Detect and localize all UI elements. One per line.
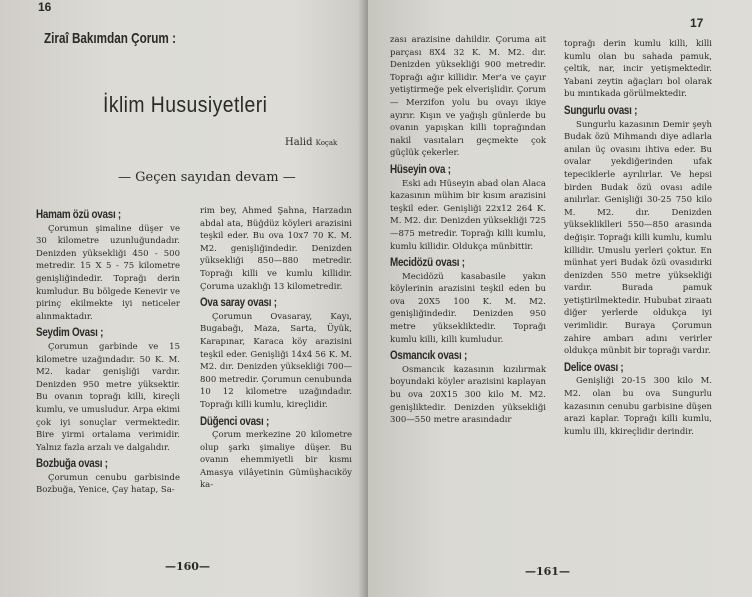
section-text: Eski adı Hüseyin abad olan Alaca kazasının mühim bir kısım arazisini teşkil eder. Genişliği 22x12 264 K. M. M2. dır. Denizden yüksekliği 725—875 metredir. Toprağı killi kumlu, kumlu killidir. Oldukça münbittir. <box>390 178 546 252</box>
author <box>285 137 337 148</box>
section-text: rim bey, Ahmed Şahna, Harzadın abdal ata, Büğdüz köyleri arazisini teşkil eder. Bu ova 10x7 70 K. M. M2. genişliğindedir. Denizden yüksekliği 850—880 metredir. Toprağı killi ve kumlu killidir. Çoruma uzaklığı 13 kilometredir. <box>200 206 352 292</box>
author-surname: Koçak <box>315 139 338 147</box>
section-heading: Mecidözü ovası ; <box>390 255 465 270</box>
section-text: Genişliği 20-15 300 kilo M. M2. olan bu ova Sungurlu kazasının cenubu garbisine düşen arazi kaplar. Toprağı killi kumlu, kumlu illi, kkireçlidir derindir. <box>564 376 712 437</box>
right-column-1 <box>390 34 546 427</box>
page-footer-right: —161— <box>525 565 570 578</box>
running-header: Ziraî Bakımdan Çorum : <box>44 30 176 47</box>
section-heading: Hamam özü ovası ; <box>36 207 121 221</box>
section-heading: Osmancık ovası ; <box>390 348 468 363</box>
section-text: Osmancık kazasının kızılırmak boyundaki köyler arazisini kaplayan bu ova 20X15 300 kilo M. M2. genişliktedir. Denizden yüksekliği 300—550 metre arasındadır <box>390 364 546 426</box>
page-footer-left: —160— <box>165 560 210 573</box>
left-column-2 <box>200 205 352 492</box>
section-text: Çorumun Ovasaray, Kayı, Bugabağı, Maza, Sarta, Üyük, Karapınar, Karaca köy arazisini teşkil eder. Genişliği 14x4 56 K. M. M2. dır. Denizden yüksekliği 700—800 metredir. Çorumun cenubunda 10 12 kilometre uzağındadır. Toprağı killi kumlu, kireçlidir. <box>200 311 352 410</box>
left-column-1 <box>36 205 180 497</box>
page-number-left: 16 <box>38 0 52 14</box>
section-text: Çorumun şimaline düşer ve 30 kilometre uzunluğundadır. Denizden yüksekliği 450 - 500 metredir. 15 X 5 - 75 kilometre genişliğindedir. Toprağı derin kumludur. Bu bölgede Kenevir ve pirinç ekilmekte iyi neticeler alınmaktadır. <box>36 223 180 322</box>
section-heading: Sungurlu ovası ; <box>564 102 638 117</box>
section-text: Çorum merkezine 20 kilometre olup şarkı şimaliye düşer. Bu ovanın ehemmiyetli bir kısmı Amasya vilâyetinin Gümüşhacıköy ka- <box>200 430 352 491</box>
section-heading: Ova saray ovası ; <box>200 295 277 310</box>
section-heading: Hüseyin ova ; <box>390 161 451 176</box>
right-page <box>368 0 752 597</box>
section-heading: Delice ovası ; <box>564 359 624 374</box>
page-number-right: 17 <box>690 16 704 30</box>
article-title: İklim Hususiyetleri <box>103 92 268 117</box>
left-page <box>0 0 368 597</box>
section-heading: Düğenci ovası ; <box>200 413 270 428</box>
section-text: Çorumun garbinde ve 15 kilometre uzağındadır. 50 K. M. M2. kadar genişliği vardır. Denizden 950 metre yüksektir. Bu ovanın toprağı killi, kireçli kumlu, ve umusludur. Arpa ekimi çok iyi sonuçlar vermektedir. Bire yirmi ortalama verimidir. Yalnız fazla arzalı ve dalgalıdır. <box>36 341 180 453</box>
section-text: zası arazisine dahildir. Çoruma ait parçası 8X4 32 K. M. M2. dır. Denizden yüksekliği 900 metredir. Toprağı ağır killidir. Mer'a ve çayır yetiştirmeğe pek elverişlidir. Çorum — Merzifon yolu bu ovayı ikiye ayırır. Kışın ve yağışlı günlerde bu ovanın yapışkan killi toprağından nakil vasıtaları geçmekte çok güçlük çekerler. <box>390 35 546 159</box>
section-heading: Seydim Ovası ; <box>36 325 104 340</box>
section-text: Çorumun cenubu garbisinde Bozbuğa, Yenice, Çay hatap, Sa- <box>36 472 180 496</box>
section-text: Sungurlu kazasının Demir şeyh Budak özü Mihmandı diye adlarla anılan üç ovasını ihtiva eder. Bu ovalar yekdiğerinden ufak tepeciklerle ayrılırlar. Ve hepsi birden Budak özü ovası adile anılırlar. Genişliği 30-25 750 kilo M. M2. dır. Denizden yüksekliklleri 550—850 arasında değişir. Toprağı killi kumlu, kumlu killidir. Umuslu yerleri çoktur. En münhat yeri Budak özü ovasıdırki denizden 550 metre yüksekliği vardır. Burada pamuk yetiştirilmektedir. Hububat ziraatı diğer yerlerde oldukça iyi verimlidir. Buraya Çorumun zahire ambarı adını verirler oldukça münbit bir toprağı vardır. <box>564 119 712 357</box>
author-name: Halid <box>285 137 313 148</box>
section-text: Mecidözü kasabasile yakın köylerinin arazisini teşkil eden bu ova 20X5 100 K. M. M2. genişliğindedir. Denizden 950 metre yüksekliktedir. Toprağı kumlu killi, killi kumludur. <box>390 271 546 345</box>
continued-note: — Geçen sayıdan devam — <box>118 170 296 185</box>
right-column-2 <box>564 38 712 438</box>
section-text: toprağı derin kumlu killi, killi kumlu olan bu sahada pamuk, çeltik, nar, incir yetişmektedir. Yabani zeytin ağaçları bol olarak bu mıntıkada görülmektedir. <box>564 39 712 100</box>
section-heading: Bozbuğa ovası ; <box>36 456 108 471</box>
